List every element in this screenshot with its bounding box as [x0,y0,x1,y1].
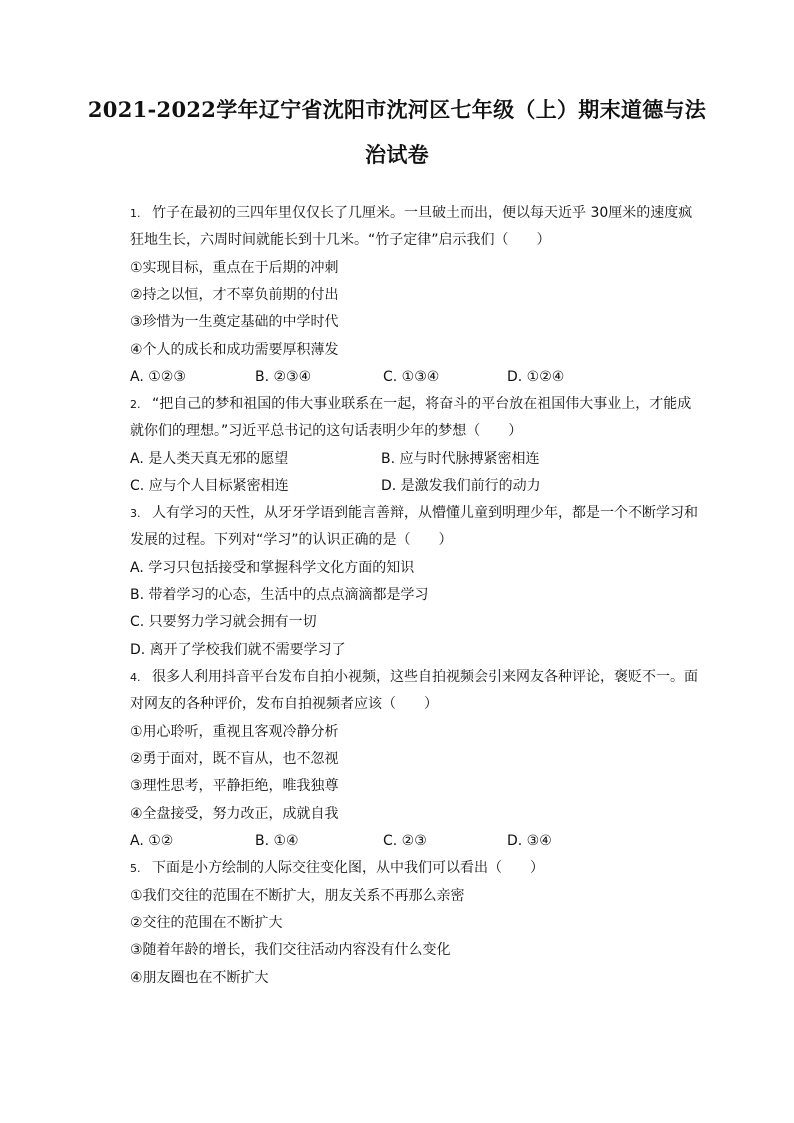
question-2-stem-cont: 就你们的理想。”习近平总书记的这句话表明少年的梦想（ ） [130,423,523,439]
question-1-option-c: C. ①③④ [383,369,440,385]
question-4-stem-cont: 对网友的各种评价，发布自拍视频者应该（ ） [130,696,438,712]
question-4-option-b: B. ①④ [255,833,299,849]
question-number: 5. [130,862,141,875]
question-1-item: ①实现目标，重点在于后期的冲刺 [130,260,339,276]
question-1-item: ③珍惜为一生奠定基础的中学时代 [130,314,339,330]
question-3-option-b: B. 带着学习的心态，生活中的点点滴滴都是学习 [130,587,429,603]
question-1-stem: 1. 竹子在最初的三四年里仅仅长了几厘米。一旦破土而出，便以每天近乎 30厘米的速度疯 [130,203,690,224]
question-1-option-d: D. ①②④ [507,369,565,385]
question-4-item: ④全盘接受，努力改正，成就自我 [130,806,339,822]
question-4-option-d: D. ③④ [507,833,552,849]
question-2-stem: 2. “把自己的梦和祖国的伟大事业联系在一起，将奋斗的平台放在祖国伟大事业上，才能成 [130,394,690,415]
question-1-stem-cont: 狂地生长，六周时间就能长到十几米。“竹子定律”启示我们（ ） [130,232,551,248]
question-4-option-c: C. ②③ [383,833,427,849]
question-number: 2. [130,398,141,411]
question-1-item: ④个人的成长和成功需要厚积薄发 [130,342,339,358]
question-1-option-a: A. ①②③ [130,369,186,385]
exam-title-line1: 2021-2022学年辽宁省沈阳市沈河区七年级（上）期末道德与法 [87,97,707,122]
question-4-item: ③理性思考，平静拒绝，唯我独尊 [130,778,339,794]
question-4-item: ②勇于面对，既不盲从，也不忽视 [130,751,339,767]
question-3-option-c: C. 只要努力学习就会拥有一切 [130,614,317,630]
question-1-option-b: B. ②③④ [255,369,312,385]
question-4-item: ①用心聆听，重视且客观冷静分析 [130,724,339,740]
question-3-stem-cont: 发展的过程。下列对“学习”的认识正确的是（ ） [130,532,453,548]
question-number: 1. [130,207,141,220]
question-1-item: ②持之以恒，才不辜负前期的付出 [130,287,339,303]
question-2-option-d: D. 是激发我们前行的动力 [381,478,541,494]
question-number: 4. [130,671,141,684]
question-5-item: ③随着年龄的增长，我们交往活动内容没有什么变化 [130,942,451,958]
question-3-option-a: A. 学习只包括接受和掌握科学文化方面的知识 [130,560,415,576]
question-4-option-a: A. ①② [130,833,174,849]
question-2-option-c: C. 应与个人目标紧密相连 [130,478,289,494]
question-5-item: ①我们交往的范围在不断扩大，朋友关系不再那么亲密 [130,888,465,904]
question-3-stem: 3. 人有学习的天性，从牙牙学语到能言善辩，从懵懂儿童到明理少年，都是一个不断学习和 [130,503,690,524]
question-5-stem: 5. 下面是小方绘制的人际交往变化图，从中我们可以看出（ ） [130,858,544,879]
question-4-stem: 4. 很多人利用抖音平台发布自拍小视频，这些自拍视频会引来网友各种评论，褒贬不一。面 [130,667,690,688]
exam-title-line2: 治试卷 [365,142,429,167]
question-3-option-d: D. 离开了学校我们就不需要学习了 [130,642,346,658]
question-5-item: ②交往的范围在不断扩大 [130,915,283,931]
question-number: 3. [130,507,141,520]
question-2-option-a: A. 是人类天真无邪的愿望 [130,451,289,467]
question-5-item: ④朋友圈也在不断扩大 [130,970,269,986]
question-2-option-b: B. 应与时代脉搏紧密相连 [381,451,540,467]
